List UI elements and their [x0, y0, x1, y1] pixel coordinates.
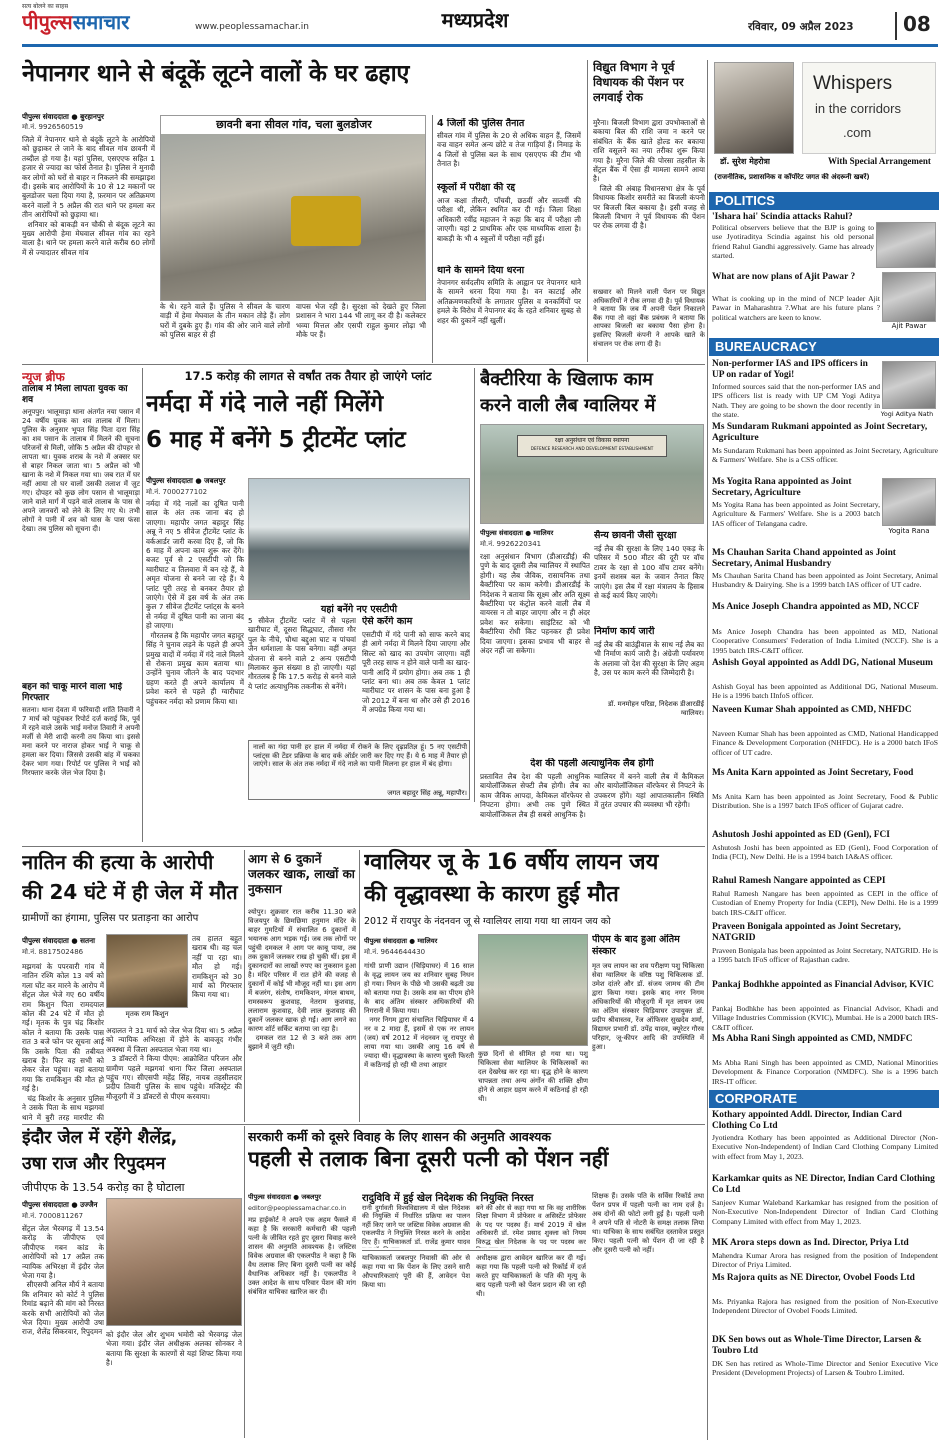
indore-mobile: मो.नं. 7000811267 [22, 1212, 84, 1220]
drde-sign [517, 435, 667, 457]
whispers-title [802, 62, 936, 154]
bureau-item-4-head: Ms Anice Joseph Chandra appointed as MD, NCCF [712, 602, 920, 612]
bureau-item-0-head: Non-performer IAS and IPS officers in UP on radar of Yogi! [712, 359, 868, 380]
natin-byline: पीपुल्स संवाददाता ● सतना [22, 936, 95, 945]
bureau-item-3-text: Ms Chauhan Sarita Chand has been appointed as Joint Secretary, Animal Husbandry & Dairying. She is a 1999 batch IAS officer of UT cadre. [712, 571, 938, 590]
masthead-rule [22, 44, 938, 47]
columnist-name: डॉ. सुरेश मेहरोत्रा [720, 157, 770, 166]
sarkari-kicker: सरकारी कर्मी को दूसरे विवाह के लिए शासन की अनुमति आवश्यक [248, 1129, 552, 1144]
drde-photo [480, 424, 704, 524]
yogita-rana-photo [882, 478, 936, 526]
story1-headline: नेपानगर थाने से बंदूकें लूटने वालों के घर ढहाए [22, 59, 410, 87]
story1-col2: के थे। रहने वाले हैं। पुलिस ने सीवल के चारण वाड़ी में हेमा मेघवाल के तीन मकान तोड़े हैं। लोग घरों में दुबके हुए हैं। गांव की ओर जाने वाले लोगों को पुलिस बाहर से ही [160, 302, 290, 340]
stp-photo [248, 478, 470, 600]
bureau-item-10-head: Praveen Bonigala appointed as Joint Secretary, NATGRID [712, 922, 901, 943]
bacteria-t3a: प्रस्तावित लैब देश की पहली आधुनिक बायोलॉजिकल सेफ्टी लैब होगी। लैब का काम जैविक आपदा, केमिकल वॉरफेयर से निपटना होगा। अभी तक पुणे स्थित बायोलॉजिकल लैब ही सबसे आधुनिक है। [480, 772, 590, 819]
corp-item-2-text: Mahendra Kumar Arora has resigned from the position of Independent Director of Priya Limited. [712, 1251, 938, 1270]
narmada-quote-box [248, 740, 470, 800]
sidebar-t1: सीवल गांव में पुलिस के 20 से अधिक वाहन हैं, जिसमें वज्र वाहन समेत अन्य छोटे व तेज गाड़ियां हैं। निमाड़ के 4 जिलों से पुलिस बल के साथ एसएएफ की टीम भी तैनात है। [437, 131, 581, 169]
vidyut-col1: मुरैना। बिजली विभाग द्वारा उपभोक्ताओं से बकाया बिल की राशि जमा न करने पर संबंधित के बैंक खाते होल्ड कर बकाया राशि वसूलने का नया तरीका शुरू किया गया है। मुरैना जिले की पोरसा तहसील के सेंट्रल बैंक में ऐसा ही मामला सामने आया है। जिले की अंबाह विधानसभा क्षेत्र के पूर्व विधायक किशोर समरीते का बिजली कंपनी पर बिजली बिल बकाया है। इसी वजह से बिजली विभाग ने पूर्व विधायक की पेंशन पर रोक लगवा दी है। [593, 118, 705, 231]
bureau-item-0-text: Informed sources said that the non-performer IAS and IPS officers list is ready with UP CM Yogi Aditya Nath. They are going to be shown the door recently in the state. [712, 382, 880, 420]
bacteria-sign-by: डॉ. मनमोहन परिडा, निदेशक डीआरडीई ग्वालियर। [607, 700, 704, 717]
sarkari-col2: याचिकाकर्ता जबलपुर निवासी की ओर से कहा गया था कि पेंशन के लिए उसने सारी औपचारिकताएं पूरी की हैं, आवेदन पेश किया था। [362, 1254, 470, 1289]
columnist-photo [714, 62, 794, 154]
narmada-sub: ऐसे करेंगे काम [362, 616, 413, 627]
corp-item-1-head: Karkamkar quits as NE Director, Indian Card Clothing Co Ltd [712, 1174, 935, 1195]
natin-mobile: मो.नं. 8817502486 [22, 948, 84, 956]
brief-t2: सतना। थाना देवता में फरियादी शांति तिवारी ने 7 मार्च को पहुंचकर रिपोर्ट दर्ज कराई कि, पूर्व में रहने वाले उसके भाई मनोज तिवारी ने अपनी मर्जी से मेरी शादी करनी तय किया था। इससे मना करने पर नाराज होकर भाई ने चाकू से हमला कर दिया। जिससे उसकी बांह में चकका देकर भाग गया। रिपोर्ट पर पुलिस ने भाई को गिरफ्तार करके जेल भेज दिया है। [22, 706, 140, 777]
radu-col1: रानी दुर्गावती विश्वविद्यालय में खेल निदेशक की नियुक्ति में निर्धारित प्रक्रिया का पालन नहीं किए जाने पर जस्टिस विवेक अग्रवाल की एकलपीठ ने नियुक्ति निरस्त करने के आदेश दिए हैं। याचिकाकर्ता डॉ. राजेंद्र कुमार यादव [362, 1204, 470, 1246]
indore-h1: इंदौर जेल में रहेंगे शैलेंद्र, [22, 1128, 178, 1148]
natin-side: तब हालत बहुत खराब थी। वह चल नहीं पा रहा था। मौत हो गई। रामकिशुन को 30 मार्च को गिरफ्तार किया गया था। [192, 934, 242, 1000]
bureau-item-5-text: Ashish Goyal has been appointed as Additional DG, National Museum. He is a 1996 batch IInfoS officer. [712, 682, 938, 701]
zoo-deck: 2012 में रायपुर के नंदनवन जू से ग्वालियर लाया गया था लायन जय को [364, 916, 611, 927]
radu-col4: शिक्षक हैं। उसके पति के सर्विस रिकॉर्ड तथा पेंशन प्रपत्र में पहली पत्नी का नाम दर्ज है। अब दोनों की फोटो लगी हुई है। पहली पत्नी ने अपने पति से नोटरी के समक्ष तलाक लिया था। याचिका के साथ सबंधित दस्तावेज प्रस्तुत किए। पहली पत्नी को पेंशन दी जा रही है और दूसरी पत्नी को नहीं। [592, 1192, 704, 1254]
bacteria-sub2: निर्माण कार्य जारी [594, 626, 655, 637]
bacteria-sub3: देश की पहली अत्याधुनिक लैब होगी [530, 758, 654, 769]
aag-headline: आग से 6 दुकानें जलकर खाक, लाखों का नुकसान [248, 852, 355, 896]
radu-box [362, 1190, 586, 1248]
zoo-sub: पीएम के बाद हुआ अंतिम संस्कार [592, 934, 680, 957]
bureau-item-9-head: Rahul Ramesh Nangare appointed as CEPI [712, 876, 886, 886]
politics-item-1-text: What is cooking up in the mind of NCP leader Ajit Pawar in Maharashtra ?.What are his future plans ? political watchers are keen to know. [712, 294, 880, 322]
zoo-byline: पीपुल्स संवाददाता ● ग्वालियर [364, 937, 438, 945]
indore-deck: जीपीएफ के 13.54 करोड़ का है घोटाला [22, 1181, 185, 1194]
ajit-pawar-caption: Ajit Pawar [891, 322, 927, 330]
sarkari-headline: पहली से तलाक बिना दूसरी पत्नी को पेंशन नहीं [248, 1147, 609, 1171]
bureau-item-9-text: Rahul Ramesh Nangare has been appointed as CEPI in the office of Custodian of Enemy Property for India (CEPI), New Delhi. He is a 1999 batch IRS-C&IT officer. [712, 889, 938, 917]
radu-headline: रादुविवि में हुई खेल निदेशक की नियुक्ति निरस्त [362, 1193, 534, 1204]
brief-h2: बहन को चाकू मारने वाला भाई गिरफ्तार [22, 682, 123, 703]
website: www.peoplessamachar.in [195, 22, 309, 32]
sidebar-t3: नेपानगर सर्वदलीय समिति के आह्वान पर नेपानगर थाने के सामने धरना दिया गया है। वन काटाई और अतिक्रमणकारियों के लगातार पुलिस व वनकर्मियों पर हमले के विरोध में नेपानगर बंद के रहते शनिवार सुबह से शहर की दुकानें नहीं खुलीं। [437, 278, 581, 325]
bureau-item-2-head: Ms Yogita Rana appointed as Joint Secretary, Agriculture [712, 477, 852, 498]
corp-item-1-text: Sanjeev Kumar Waleband Karkamkar has resigned from the position of Non-Executive Non-Independent Director of Indian Card Clothing Company Limited with effect from May 1, 2023. [712, 1198, 938, 1226]
narmada-col2: 5 सीवेज ट्रीटमेंट प्लांट में से पहला खारीघाट में, दूसरा सिद्धघाट, तीसरा गौर पुल के नीचे, चौथा बद्दुआ घाट व पांचवां जैन धर्मशाला के पास बनेगा। वहीं अमृत योजना से बनने वाले 2 अन्य एसटीपी मिलाकर कुल संख्या 8 हो जाएगी। यहां गौरतलब है कि 17.5 करोड़ से बनने वाले ये प्लांट अत्याधुनिक तकनीक से बनेंगे। [248, 616, 356, 691]
news-brief-title: न्यूज ब्रीफ [22, 370, 65, 384]
vidyut-col2: सखवार को मिलने वाली पेंशन पर विद्युत अधिकारियों ने रोक लगवा दी है। पूर्व विधायक ने बताया कि जब मैं अपनी पेंशन निकालने बैंक गया तो वहां बैंक प्रबंधक ने बताया कि आपका बिजली का बकाया पैसा होना है। इसलिए बिजली कंपनी ने आपके खाते के संचालन पर रोक लगा दी है। [593, 288, 705, 348]
brief-h1: तालाब में मिला लापता युवक का शव [22, 384, 128, 405]
bacteria-h2: करने वाली लैब ग्वालियर में [480, 395, 656, 416]
bureau-item-4-text: Ms Anice Joseph Chandra has been appointed as MD, National Cooperative Consumers' Federation of India Limited (NCCF). She is a 1995 batch IRS-C&IT officer. [712, 627, 938, 655]
arrangement: With Special Arrangement [828, 156, 931, 166]
bureau-item-7-head: Ms Anita Karn appointed as Joint Secretary, Food [712, 768, 914, 778]
sarkari-byline: पीपुल्स संवाददाता ● जबलपुर [248, 1193, 321, 1201]
ram-kishun-caption: मृतक राम किशुन [125, 1010, 169, 1018]
zoo-mobile: मो.नं. 9644644430 [364, 948, 426, 956]
masthead [0, 0, 945, 58]
bacteria-mobile: मो.नं. 9926220341 [480, 540, 542, 548]
sidebar-h1: 4 जिलों की पुलिस तैनात [437, 118, 525, 129]
narmada-quote: नालों का गंदा पानी हर हाल में नर्मदा में रोकने के लिए दृढ़प्रतिज्ञ हूं। 5 नए एसटीपी प्लांट्स की टेंडर प्रक्रिया के बाद वर्क ऑर्डर जारी कर दिए गए हैं। ये 6 माह में तैयार हो जाएंगे। साल के अंत तक नर्मदा में गंदे नाले का पानी मिलना हर हाल में बंद होगा। [253, 743, 467, 769]
yogi-photo [882, 361, 936, 409]
corp-item-0-text: Jyotiendra Kothary has been appointed as Additional Director (Non-Executive Non-Independent) of Indian Card Clothing Company Limited with effect from May 1, 2023. [712, 1133, 938, 1161]
brief-t1: अनूपपुर। भालूमाड़ा थाना अंतर्गत नया पसान में 24 वर्षीय युवक का शव तालाब में मिला। पुलिस के अनुसार भूपत सिंह पिता दारा सिंह का शव पसान के तालाब में मिलने की सूचना परिजनों से मिली, जोकि 5 अप्रैल की दोपहर से लापता था। युवक शराब के नशे में अक्सर घर से बाहर निकल जाता था। 5 अप्रैल को भी खाना के नशे में निकल गया था। जब रात में घर नहीं आया तो घर वालों उसकी तलाश में जुट गए। दोपहर को कुछ लोग पसान से भालूमाड़ा जाने वाले मार्ग में पड़ने वाले तालाब के पास से अपने जानवरों को लेने के लिए गए थे। तभी लोगों ने पानी में शव को घास के पास फंसा देखा। तब पुलिस को सूचना दी। [22, 408, 140, 533]
sarkari-email: editor@peoplessamachar.co.in [248, 1204, 347, 1212]
bureau-item-10-text: Praveen Bonigala has been appointed as Joint Secretary, NATGRID. He is a 1995 batch IFoS officer of Rajasthan cadre. [712, 946, 938, 965]
bureau-item-6-head: Naveen Kumar Shah appointed as CMD, NHFDC [712, 705, 912, 715]
bulldozer-shape [291, 196, 361, 246]
bureau-item-2-text: Ms Yogita Rana has been appointed as Joint Secretary, Agriculture & Farmers' Welfare. She is a 2003 batch IAS officer of Telangana cadre. [712, 500, 880, 528]
bureau-item-8-text: Ashutosh Joshi has been appointed as ED (Genl), Food Corporation of India (FCI), New Delhi. He is a 1994 batch IA&AS officer. [712, 843, 938, 862]
brand-left: पीपुल्स [22, 10, 73, 34]
bacteria-t1: नई लैब की सुरक्षा के लिए 140 एकड़ के परिसर में 500 मीटर की दूरी पर वॉच टावर के रक्षा से 100 वॉच टावर बनेंगे। इनमें सशस्त्र बल के जवान तैनात किए जाएंगे। इस लैब में रक्षा मंत्रालय के हिसाब से कई कार्य किए जाएंगे। [594, 544, 704, 601]
indore-col2: को इंदौर जेल और शुभम भमोरी को भैरवगढ़ जेल भेजा गया। इंदौर जेल अधीक्षक अलका सोनकर ने बताया कि सुरक्षा के कारणों से यहां शिफ्ट किया गया है। [106, 1330, 242, 1368]
zoo-col2: मृत जय लायन का शव परीक्षण पशु चिकित्सा सेवा ग्वालियर के वरिष्ठ पशु चिकित्सक डॉ. उमेश दांतरे और डॉ. संजय जामथ की टीम द्वारा किया गया। इसके बाद नगर निगम अधिकारियों की मौजूदगी में मृत लायन जय का अंतिम संस्कार चिड़ियाघर उपायुक्त डॉ. प्रदीप श्रीवास्तव, रेंज ऑफिसर सुखदेव शर्मा, विद्याधर प्रभारी डॉ. उपेंद्र यादव, क्यूरेटर गौरव परिहार, जू-कीपर आदि की उपस्थिति में हुआ। [592, 962, 704, 1051]
narmada-h2: 6 माह में बनेंगे 5 ट्रीटमेंट प्लांट [146, 427, 406, 453]
zoo-photo [478, 934, 588, 1046]
bureau-item-8-head: Ashutosh Joshi appointed as ED (Genl), FCI [712, 830, 890, 840]
brand-tagline: सत्य बोलने का साहस [22, 3, 69, 10]
bureau-item-1-text: Ms Sundaram Rukmani has been appointed as Joint Secretary, Agriculture & Farmers' Welfare. She is a CSS officer. [712, 446, 938, 465]
bureau-item-11-text: Pankaj Bodhkhe has been appointed as Financial Advisor, Khadi and Village Industries Commission (KVIC), Mumbai. He is a 2000 batch IRS-C&IT officer. [712, 1004, 938, 1032]
section-name: मध्यप्रदेश [441, 8, 509, 32]
bureaucracy-header: BUREAUCRACY [709, 338, 939, 356]
natin-h2: की 24 घंटे में ही जेल में मौत [22, 880, 238, 904]
bureau-item-11-head: Pankaj Bodhkhe appointed as Financial Advisor, KVIC [712, 980, 934, 990]
bureau-item-12-head: Ms Abha Rani Singh appointed as CMD, NMDFC [712, 1034, 913, 1044]
narmada-quote-by: जगत बहादुर सिंह अन्नू, महापौर। [387, 789, 467, 797]
bureau-item-6-text: Naveen Kumar Shah has been appointed as CMD, National Handicapped Finance & Development Corporation (NHFDC). He is a 2000 batch IFoS officer of UT cadre. [712, 729, 938, 757]
sarkari-col1: मप्र हाईकोर्ट ने अपने एक अहम फैसले में कहा है कि सरकारी कर्मचारी की पहली पत्नी के जीवित रहते हुए दूसरा विवाह करने शासन की अनुमति आवश्यक है। जस्टिस विवेक अग्रवाल की एकलपीठ ने कहा है कि वैध तलाक लिए बिना दूसरी पत्नी का कोई वैधानिक अधिकार नहीं है। एकलपीठ ने उक्त आदेश के साथ परिवार पेंशन की मांग संबंधित याचिका खारिज कर दी। [248, 1216, 356, 1296]
corp-item-0-head: Kothary appointed Addl. Director, Indian Card Clothing Co Ltd [712, 1110, 902, 1131]
sidebar-h2: स्कूलों में परीक्षा की रद्द [437, 182, 516, 193]
narmada-col3: एसटीपी में गंदे पानी को साफ करने बाद ही आगे नर्मदा में मिलने दिया जाएगा और सिल्ट को खाद का उपयोग जाएगा। वहीं पूरी तरह साफ न होने वाले पानी का खाद-पानी आदि में प्रयोग होगा। अब तक 1 ही प्लांट बना था। अब तक केवल 1 प्लांट ग्वारीघाट पर शासन के पास बना हुआ है जो 2012 में बना था और उसे ही 2016 में अपग्रेड किया गया था। [362, 630, 470, 715]
yogi-caption: Yogi Aditya Nath [880, 410, 934, 418]
politics-item-0-head: 'Ishara hai' Scindia attacks Rahul? [712, 212, 853, 222]
natin-body: मझगवां के पपरवारी गांव में नातिन रश्मि कोल 13 वर्ष को गला घोंट कर मारने के आरोप में सेंट्रल जेल भेजे गए 60 वर्षीय राम किशुन पिता रामदयाल कोल की 24 घंटे में मौत हो गई। मृतक के पुत्र चंद्र किशोर कोल ने बताया कि उसके पास रात 3 बजे फोन पर सूचना आई कि उसके पिता की तबीयत खराब है। फिर वह सभी को लेकर जेल पहुंचा। वहां बताया गया कि रामकिशुन की मौत हो गई है। चंद्र किशोर के अनुसार पुलिस ने उसके पिता के साथ मझगवां थाने में बुरी तरह मारपीट की [22, 962, 104, 1122]
natin-h1: नातिन की हत्या के आरोपी [22, 850, 214, 874]
sidebar-h3: थाने के सामने दिया धरना [437, 265, 525, 276]
zoo-photo-caption: कुछ दिनों से सीमित हो गया था। पशु चिकित्सा सेवा ग्वालियर के चिकित्सकों का दल देखरेख कर रहा था। वृद्ध होने के कारण चापन्नता तथा अन्य अंगोंन की शक्ति क्षीण होने से आहार ग्रहण करने में कठिनाई हो रही थी। [478, 1050, 588, 1103]
drde-sign-english: DEFENCE RESEARCH AND DEVELOPMENT ESTABLISHMENT [530, 446, 654, 451]
bureau-item-1-head: Ms Sundaram Rukmani appointed as Joint Secretary, Agriculture [712, 422, 928, 443]
story1-byline: पीपुल्स संवाददाता ● बुरहानपुर [22, 112, 104, 121]
bureau-item-5-head: Ashish Goyal appointed as Addl DG, National Museum [712, 658, 933, 668]
story1-mobile: मो.नं. 9926560519 [22, 123, 84, 131]
politics-header: POLITICS [709, 192, 939, 210]
narmada-h1: नर्मदा में गंदे नाले नहीं मिलेंगे [146, 391, 384, 417]
indore-photo [106, 1198, 242, 1326]
bureau-item-3-head: Ms Chauhan Sarita Chand appointed as Joint Secretary, Animal Husbandry [712, 548, 896, 569]
yogita-rana-caption: Yogita Rana [888, 527, 930, 535]
narmada-mobile: मो.नं. 7000277102 [146, 488, 208, 496]
corp-item-4-text: DK Sen has retired as Whole-Time Director and Senior Executive Vice President (Development Projects) of Larsen & Toubro Limited. [712, 1359, 938, 1378]
bacteria-t3b: ग्वालियर में बनने वाली लैब में कैमिकल और बायोलॉजिकल वॉरफेयर से निपटने के उपकरण होंगे। यहां आपातकालीन स्थिति में तुरंत उपचार की व्यवस्था भी रहेगी। [594, 772, 704, 810]
story1-col3: वापस भेज रही है। सुरक्षा को देखते हुए जिला प्रशासन ने भारा 144 भी लागू कर दी है। कलेक्टर भव्या मित्तल और एसपी राहुल कुमार लोढ़ा भी मौके पर हैं। [296, 302, 426, 340]
radu-col3: अधीक्षक द्वारा आवेदन खारिज कर दी गई। कहा गया कि पहली पत्नी को रिकॉर्ड में दर्ज करते हुए याचिकाकर्ता के पति की मृत्यु के बाद पहली पत्नी को पेंशन प्रदान की जा रही थी। [476, 1254, 586, 1298]
narmada-kicker: 17.5 करोड़ की लागत से वर्षांत तक तैयार हो जाएंगे प्लांट [184, 369, 432, 383]
narmada-byline: पीपुल्स संवाददाता ● जबलपुर [146, 476, 226, 485]
bureau-item-7-text: Ms Anita Karn has been appointed as Joint Secretary, Food & Public Distribution. She is a 1997 batch IFoS officer of Gujarat cadre. [712, 792, 938, 811]
natin-col2: अदालत ने 31 मार्च को जेल भेज दिया था। 5 अप्रैल को न्यायिक अभिरक्षा में होने के बावजूद गंभीर अवस्था में जिला अस्पताल भेजा गया था। 3 डॉक्टरों ने किया पीएम: आक्रोशित परिजन और ग्रामीण पहले मझगवां थाना फिर जिला अस्पताल पहुंच गए। सीएसपी महेंद्र सिंह, नायब तहसीलदार प्रदीप तिवारी पुलिस के साथ पहुंचे। मजिस्ट्रेट की मौजूदगी में 3 डॉक्टरों से पीएम करवाया। [106, 1026, 242, 1101]
vidyut-headline: विद्युत विभाग ने पूर्व विधायक की पेंशन पर लगवाई रोक [593, 60, 684, 104]
bacteria-h1: बैक्टीरिया के खिलाफ काम [480, 369, 653, 390]
indore-col1: सेंट्रल जेल भैरवगढ़ में 13.54 करोड़ के जीपीएफ एवं जीपीएफ गबन कांड के आरोपियों को 17 अप्रैल तक न्यायिक अभिरक्षा में इंदौर जेल भेजा गया है। सीएसपी अनिल मौर्य ने बताया कि शनिवार को कोर्ट ने पुलिस रिमांड बढ़ाने की मांग को निरस्त करके सभी आरोपियों को जेल भेज दिया। मुख्य आरोपी उषा राज, शैलेंद्र सिकरवार, रिपुदमन [22, 1224, 104, 1337]
whispers-box [710, 60, 940, 192]
corp-item-2-head: MK Arora steps down as Ind. Director, Priya Ltd [712, 1238, 909, 1248]
aag-body: श्योपुर। शुक्रवार रात करीब 11.30 बजे विजयपुर के छिमछिमा हनुमान मंदिर के बाहर गुमटियों में संचालित 6 दुकानों में भयानक आग भड़क गई। जब तक लोगों पर पहुंची दमकल ने आग पर काबू पाया, तब तक दुकानें जलकर राख हो चुकी थीं। इस में दुकानदारों का लाखों रुपए का नुकसान हुआ है। मंदिर परिसर में रात होने की वजह से दुकानों में कोई भी मौजूद नहीं था। इस आग में बजरंग, संतोष, रामकिशन, मंगल बाथम, रामस्वरूप कुशवाह, नेतराम कुशवाह, ललाराम कुशवाह, देवी लाल कुशवाह की दुकानें जलकर खाक हो गईं। आग लगने का कारण शॉर्ट सर्किट बताया जा रहा है। दमकल रात 12 से 3 बजे तक आग बुझाने में जुटी रही। [248, 908, 356, 1051]
whispers-domain: .com [843, 125, 872, 140]
page-number: 08 [895, 12, 933, 40]
corporate-header: CORPORATE [709, 1090, 939, 1108]
whispers-title-b: in the corridors [815, 101, 901, 116]
zoo-col1: गांधी प्राणी उद्यान (चिड़ियाघर) में 16 साल के वृद्ध लायन जय का शनिवार सुबह निधन हो गया। निधन के पीछे भी उसकी बढ़ती उम्र को बताया गया है। उसके शव का पीएम होने के बाद अंतिम संस्कार अधिकारियों की निगरानी में किया गया। नगर निगम द्वारा संचालित चिड़ियाघर में 4 नर व 2 मादा हैं, इसमें से एक नर लायन (जय) वर्ष 2012 में नंदनवन जू रायपुर से लाया गया था। उसकी आयु 16 वर्ष से ज्यादा थी। वृद्धावस्था के कारण चुस्ती फिरती में कठिनाई हो रही थी तथा आहार [364, 962, 474, 1069]
radu-col2: बने की ओर से कहा गया था कि वह शारीरिक शिक्षा विभाग में प्रोफेसर व असिस्टेंट प्रोफेसर के पद पर पदस्थ हैं। मार्च 2019 में खेल अधिकारी डॉ. रमेश प्रसाद शुक्ला को नियम विरुद्ध खेल निदेशक के पद पर पदस्थ कर [476, 1204, 586, 1246]
indore-h2: उषा राज और रिपुदमन [22, 1154, 166, 1174]
scindia-photo [876, 222, 936, 268]
indore-byline: पीपुल्स संवाददाता ● उज्जैन [22, 1200, 98, 1209]
corp-item-3-text: Ms. Priyanka Rajora has resigned from the position of Non-Executive Independent Director of Ovobel Foods Limited. [712, 1297, 938, 1316]
story1-col1: जिले में नेपानगर थाने से बंदूकें लूटने के आरोपियों को छुड़ाकर ले जाने के बाद सीवल गांव छावनी में तब्दील हो गया है। यहां पुलिस, एसएएफ सहित 1 हजार से ज्यादा का फोर्स तैनात है। पुलिस ने मुनादी कर लोगों को घरों से बाहर न निकलने की समझाइश दी। इसके बाद आरोपियों के 10 से 12 मकानों पर बुलडोजर चला दिया गया है, फ़रमान पर अतिक्रमण करने वालों ने 5 अप्रैल की रात थाने पर हमला कर तीन आरोपियों को छुड़ाया था। शनिवार को बाकड़ी वन चौकी से बंदूक लूटने का मुख्य आरोपी हेमा मेघवाल सीवल गांव का रहने वाला है। थाने पर हमला करने वाले करीब 60 लोगों में से ज्यादातर सीवल गांव [22, 135, 155, 257]
corp-item-4-head: DK Sen bows out as Whole-Time Director, Larsen & Toubro Ltd [712, 1335, 922, 1356]
natin-deck: ग्रामीणों का हंगामा, पुलिस पर प्रताड़ना का आरोप [22, 913, 199, 924]
stp-photo-caption: यहां बनेंगे नए एसटीपी [320, 604, 398, 615]
ram-kishun-photo [106, 934, 188, 1008]
whispers-tagline: (राजनीतिक, प्रशासनिक व कॉर्पोरेट जगत की अंदरूनी खबरें) [714, 173, 870, 181]
narmada-col1: नर्मदा में गंदे नालों का दूषित पानी साल के अंत तक जाना बंद हो जाएगा। महापौर जगत बहादुर सिंह अन्नू ने नए 5 सीवेज ट्रीटमेंट प्लांट के वर्कआर्डर जारी करवा दिए हैं, जो कि 6 माह में अपना काम शुरू कर देंगे। बजट पूर्व से 2 एसटीपी जो कि ग्वारीघाट व तिलवारा में बन रहे हैं, वे अमृत योजना से बनने जा रहे हैं। ये प्लांट पूरी तरह से बनकर तैयार हो जाएंगे। ऐसे में इस वर्ष के अंत तक कुल 7 सीवेज ट्रीटमेंट प्लांट्स के बनने से नर्मदा में दूषित पानी का जाना बंद हो जाएगा। गौरतलब है कि महापौर जगत बहादुर सिंह ने चुनाव लड़ने के पहले ही अपने प्रमुख वादों में नर्मदा में गंदे नाले मिलने से रोकना प्रमुख काम बताया था। उन्होंने चुनाव जीतने के बाद पदभार ग्रहण करते ही अपने कार्यालय में प्रवेश करने से पहले ही ग्वारीघाट पहुंचकर नर्मदा को प्रणाम किया था। [146, 499, 244, 706]
ajit-pawar-photo [882, 272, 936, 322]
politics-item-1-head: What are now plans of Ajit Pawar ? [712, 272, 856, 282]
story1-photo [160, 115, 426, 301]
sidebar-t2: आज कक्षा तीसरी, पाँचवी, छठवीं और सातवीं की परीक्षा थी, लेकिन स्थगित कर दी गई। जिला शिक्षा अधिकारी रवींद्र महाजन ने कहा कि बाद में परीक्षा ली जाएगी। यहां 2 प्राथमिक और एक माध्यमिक शाला है। बाकड़ी के भी 4 स्कूलों में परीक्षा नहीं हुई। [437, 196, 581, 243]
corp-item-3-head: Ms Rajora quits as NE Director, Ovobel Foods Ltd [712, 1273, 915, 1283]
bacteria-t2: नई लैब की बाउंड्रीवाल के साथ नई लैब का भी निर्माण कार्य जारी है। अंग्रेजी पर्यावरण के अलावा जो देश की सुरक्षा के लिए अहम है, उस पर काम करने की जिम्मेदारी है। [594, 640, 704, 678]
zoo-h2: की वृद्धावस्था के कारण हुई मौत [364, 882, 619, 907]
story1-photo-caption: छावनी बना सीवल गांव, चला बुलडोजर [161, 116, 426, 134]
bureau-item-12-text: Ms Abha Rani Singh has been appointed as CMD, National Minorities Development & Finance Corporation (NMDFC). She is a 1996 batch IRS-IT officer. [712, 1058, 938, 1086]
brand-logo [22, 9, 182, 35]
bacteria-sub1: सैन्य छावनी जैसी सुरक्षा [594, 530, 677, 541]
zoo-h1: ग्वालियर जू के 16 वर्षीय लायन जय [364, 850, 659, 875]
politics-item-0-text: Political observers believe that the BJP is going to use Jyotiraditya Scindia against his old personal friend Rahul Gandhi aggressively. Game has already started. [712, 223, 874, 261]
brand-right: समाचार [72, 10, 130, 34]
date: रविवार, 09 अप्रैल 2023 [748, 21, 854, 33]
bacteria-body: रक्षा अनुसंधान विभाग (डीआरडीई) की पुणे के बाद दूसरी लैब ग्वालियर में स्थापित होगी। यह लैब जैविक, रासायनिक तथा बैक्टीरिया पर काम करेगी। डीआरडीई के निदेशक ने बताया कि सूक्ष्म और अति सूक्ष्म बैक्टीरिया पर कंट्रोल करने वाली लैब में वायरस न तो बाहर जाएगा और न ही अंदर प्रवेश कर सकेगा। साइंटिस्ट को भी बैक्टीरिया रोधी किट पहनकर ही प्रवेश दिया जाएगा। इसका प्रभाव भी बाहर से अंदर नहीं जा सकेगा। [480, 552, 590, 656]
whispers-title-a: Whispers [813, 73, 893, 94]
drde-sign-hindi: रक्षा अनुसंधान एवं विकास स्थापना [554, 437, 630, 444]
bacteria-byline: पीपुल्स संवाददाता ● ग्वालियर [480, 529, 554, 537]
